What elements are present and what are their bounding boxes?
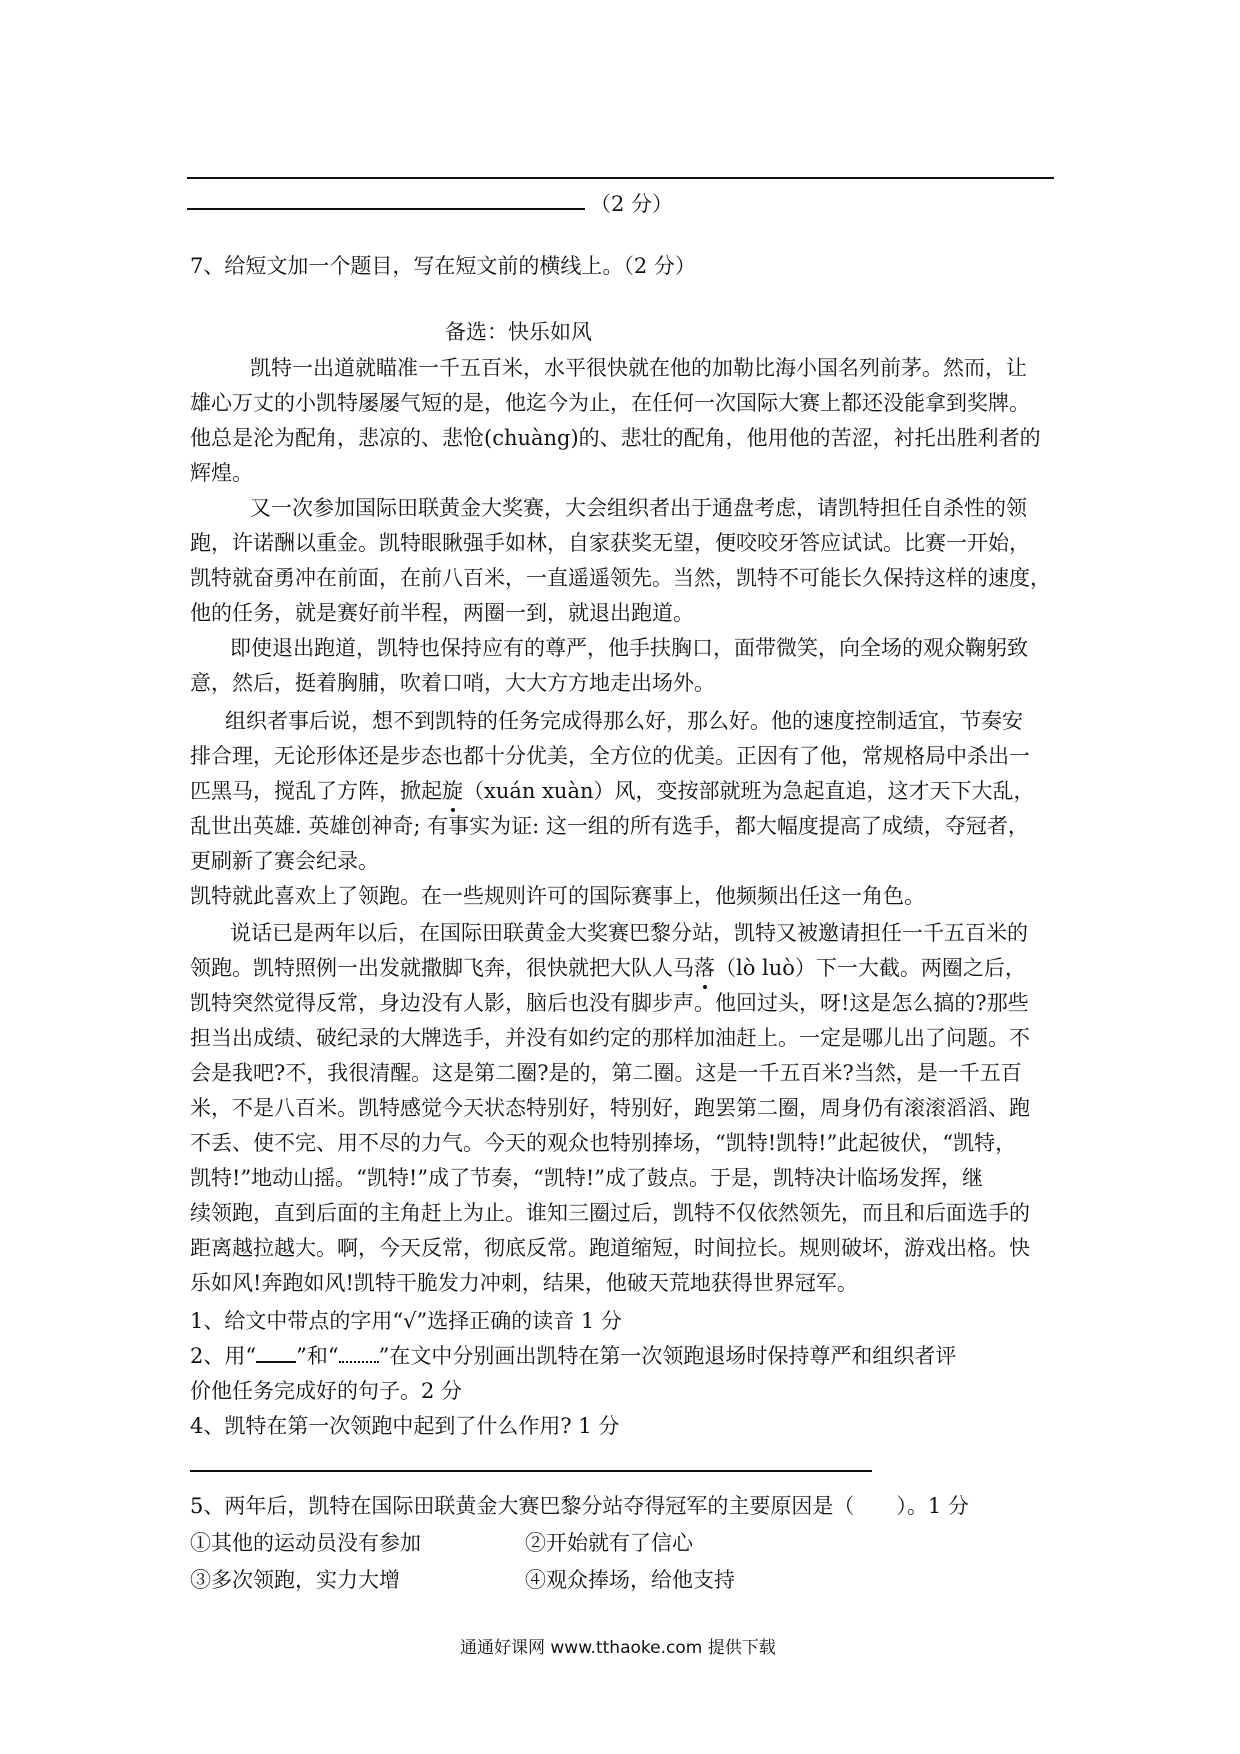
passage-line: 距离越拉越大。啊，今天反常，彻底反常。跑道缩短，时间拉长。规则破坏，游戏出格。快 <box>190 1236 1030 1260</box>
option-4: ④观众捧场，给他支持 <box>525 1568 735 1592</box>
dotted-char: 旋 <box>442 775 463 805</box>
passage-line: 排合理，无论形体还是步态也都十分优美，全方位的优美。正因有了他，常规格局中杀出一 <box>190 744 1030 768</box>
passage-line: 说话已是两年以后，在国际田联黄金大奖赛巴黎分站，凯特又被邀请担任一千五百米的 <box>230 921 1028 945</box>
answer-line-q4 <box>190 1470 872 1472</box>
passage-line: 他总是沦为配角，悲凉的、悲怆(chuàng)的、悲壮的配角，他用他的苦涩，衬托出胜利者的 <box>190 426 1041 450</box>
option-3: ③多次领跑，实力大增 <box>190 1568 400 1592</box>
question-4: 4、凯特在第一次领跑中起到了什么作用? 1 分 <box>190 1414 620 1438</box>
passage-line: 凯特!”地动山摇。“凯特!”成了节奏，“凯特!”成了鼓点。于是，凯特决计临场发挥，继 <box>190 1166 983 1190</box>
passage-line: 匹黑马，搅乱了方阵，掀起旋（xuán xuàn）风，变按部就班为急起直追，这才天下大乱， <box>190 775 1035 805</box>
passage-line: 凯特就奋勇冲在前面，在前八百米，一直遥遥领先。当然，凯特不可能长久保持这样的速度， <box>190 566 1051 590</box>
answer-line-2 <box>187 208 585 210</box>
passage-line: 不丢、使不完、用不尽的力气。今天的观众也特别捧场，“凯特!凯特!”此起彼伏，“凯特， <box>190 1131 1017 1155</box>
passage-line: 担当出成绩、破纪录的大牌选手，并没有如约定的那样加油赶上。一定是哪儿出了问题。不 <box>190 1026 1030 1050</box>
question-5: 5、两年后，凯特在国际田联黄金大赛巴黎分站夺得冠军的主要原因是（ ）。1 分 <box>190 1494 969 1518</box>
passage-line: 领跑。凯特照例一出发就撒脚飞奔，很快就把大队人马落（lò luò）下一大截。两圈之后， <box>190 952 1026 982</box>
passage-line: 又一次参加国际田联黄金大奖赛，大会组织者出于通盘考虑，请凯特担任自杀性的领 <box>250 496 1027 520</box>
passage-line: 意，然后，挺着胸脯，吹着口哨，大大方方地走出场外。 <box>190 671 715 695</box>
footer-credit: 通通好课网 www.tthaoke.com 提供下载 <box>460 1638 776 1658</box>
passage-line: 乱世出英雄. 英雄创神奇; 有事实为证: 这一组的所有选手，都大幅度提高了成绩，夺冠者， <box>190 814 1029 838</box>
solid-underline-sample <box>256 1343 296 1363</box>
passage-line: 他的任务，就是赛好前半程，两圈一到，就退出跑道。 <box>190 601 694 625</box>
question-2-cont: 价他任务完成好的句子。2 分 <box>190 1379 463 1403</box>
passage-subtitle: 备选：快乐如风 <box>445 320 592 344</box>
question-7: 7、给短文加一个题目，写在短文前的横线上。（2 分） <box>190 254 696 278</box>
passage-line: 凯特一出道就瞄准一千五百米，水平很快就在他的加勒比海小国名列前茅。然而，让 <box>250 356 1027 380</box>
passage-line: 乐如风!奔跑如风!凯特干脆发力冲刺，结果，他破天荒地获得世界冠军。 <box>190 1271 858 1295</box>
passage-line: 辉煌。 <box>190 461 253 485</box>
option-1: ①其他的运动员没有参加 <box>190 1531 421 1555</box>
passage-line: 凯特突然觉得反常，身边没有人影，脑后也没有脚步声。他回过头，呀!这是怎么搞的?那些 <box>190 991 1029 1015</box>
passage-line: 即使退出跑道，凯特也保持应有的尊严，他手扶胸口，面带微笑，向全场的观众鞠躬致 <box>230 636 1028 660</box>
question-2: 2、用“ ”和“ ”在文中分别画出凯特在第一次领跑退场时保持尊严和组织者评 <box>190 1344 957 1368</box>
passage-line: 凯特就此喜欢上了领跑。在一些规则许可的国际赛事上，他频频出任这一角色。 <box>190 884 925 908</box>
passage-line: 雄心万丈的小凯特屡屡气短的是，他迄今为止，在任何一次国际大赛上都还没能拿到奖牌。 <box>190 391 1030 415</box>
passage-line: 更刷新了赛会纪录。 <box>190 849 379 873</box>
question-1: 1、给文中带点的字用“√”选择正确的读音 1 分 <box>190 1309 622 1333</box>
passage-line: 会是我吧?不，我很清醒。这是第二圈?是的，第二圈。这是一千五百米?当然，是一千五百 <box>190 1061 1022 1085</box>
passage-line: 组织者事后说，想不到凯特的任务完成得那么好，那么好。他的速度控制适宜，节奏安 <box>225 709 1023 733</box>
wavy-underline-sample <box>339 1343 379 1363</box>
option-2: ②开始就有了信心 <box>525 1531 693 1555</box>
dotted-char: 落 <box>694 952 715 982</box>
answer-line-1 <box>187 177 1054 179</box>
points-note: （2 分） <box>590 192 674 216</box>
passage-line: 续领跑，直到后面的主角赶上为止。谁知三圈过后，凯特不仅依然领先，而且和后面选手的 <box>190 1201 1030 1225</box>
passage-line: 米，不是八百米。凯特感觉今天状态特别好，特别好，跑罢第二圈，周身仍有滚滚滔滔、跑 <box>190 1096 1030 1120</box>
passage-line: 跑，许诺酬以重金。凯特眼瞅强手如林，自家获奖无望，便咬咬牙答应试试。比赛一开始， <box>190 531 1030 555</box>
